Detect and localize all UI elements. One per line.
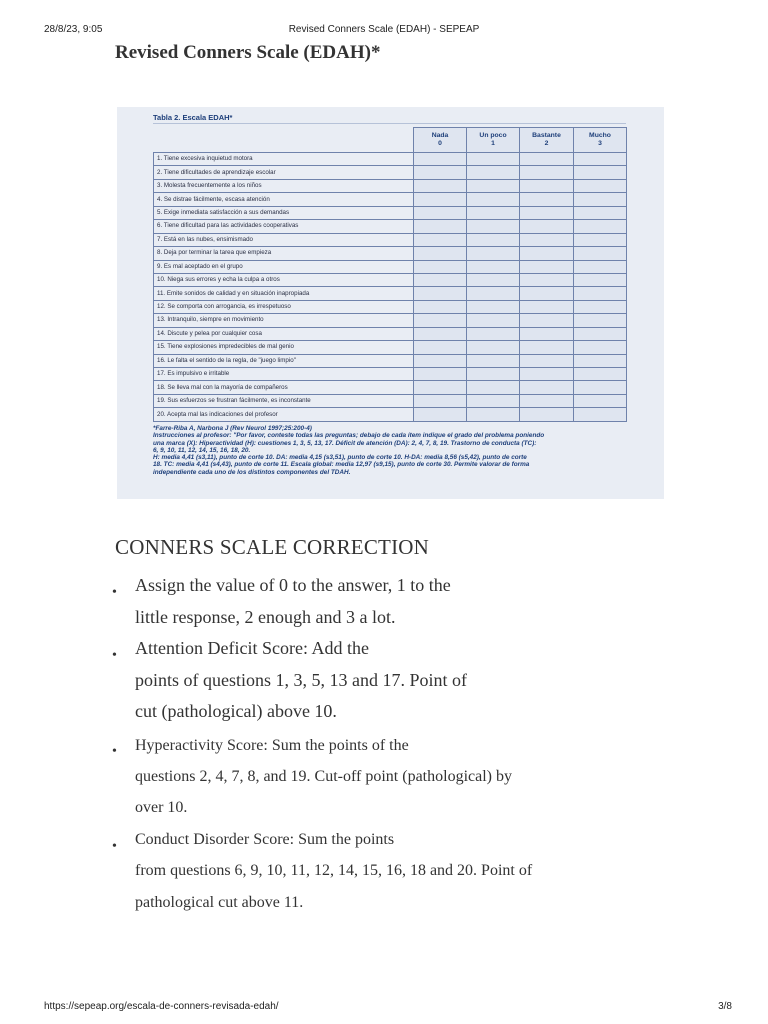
answer-cell	[414, 220, 467, 233]
item-text: 12. Se comporta con arrogancia, es irrespetuoso	[154, 300, 414, 313]
item-text: 18. Se lleva mal con la mayoría de compañeros	[154, 381, 414, 394]
footer-page-number: 3/8	[718, 1001, 732, 1012]
item-text: 14. Discute y pelea por cualquier cosa	[154, 327, 414, 340]
bullet-line: from questions 6, 9, 10, 11, 12, 14, 15, 16, 18 and 20. Point of	[135, 862, 533, 879]
table-header-row	[154, 128, 627, 153]
bullet-line: questions 2, 4, 7, 8, and 19. Cut-off point (pathological) by	[135, 767, 512, 785]
table-row	[154, 381, 627, 394]
list-item	[112, 730, 712, 823]
answer-cell	[414, 381, 467, 394]
answer-cell	[520, 247, 574, 260]
bullet-line: Conduct Disorder Score: Sum the points	[135, 830, 395, 848]
edah-scale-image	[117, 107, 664, 499]
note-line: Instrucciones al profesor: "Por favor, conteste todas las preguntas; debajo de cada ítem indique el grado del problema poniendo	[153, 432, 545, 440]
table-caption: Tabla 2. Escala EDAH*	[153, 113, 233, 122]
answer-cell	[467, 341, 520, 354]
table-row	[154, 341, 627, 354]
column-label: Un poco	[479, 132, 507, 139]
table-row	[154, 206, 627, 219]
column-value: 0	[438, 140, 442, 147]
column-label: Nada	[431, 132, 449, 139]
note-line: 18. TC: media 4,41 (s4,43), punto de corte 11. Escala global: media 12,97 (s9,15), punto de corte 30. Permite valorar de forma	[153, 461, 530, 469]
table-row	[154, 193, 627, 206]
bullet-line: pathological cut above 11.	[135, 893, 304, 911]
answer-cell	[414, 193, 467, 206]
answer-cell	[467, 300, 520, 313]
answer-cell	[574, 287, 627, 300]
answer-cell	[574, 314, 627, 327]
note-line: una marca (X): Hiperactividad (H): cuestiones 1, 3, 5, 13, 17. Déficit de atención (DA): 2, 4, 7, 8, 19. Trastorno de conducta (TC):	[153, 439, 537, 447]
column-header-mucho	[574, 128, 627, 153]
column-label: Bastante	[532, 132, 561, 139]
answer-cell	[574, 394, 627, 407]
table-notes	[153, 425, 627, 476]
column-value: 3	[598, 140, 602, 147]
bullet-line: Hyperactivity Score: Sum the points of the	[135, 736, 409, 754]
answer-cell	[467, 153, 520, 166]
answer-cell	[574, 273, 627, 286]
answer-cell	[414, 273, 467, 286]
answer-cell	[414, 314, 467, 327]
column-value: 2	[544, 140, 549, 147]
table-row	[154, 233, 627, 246]
answer-cell	[414, 233, 467, 246]
bullet-line: Assign the value of 0 to the answer, 1 to the	[135, 575, 451, 595]
table-row	[154, 287, 627, 300]
item-text: 8. Deja por terminar la tarea que empieza	[154, 247, 414, 260]
edah-table	[153, 127, 627, 422]
column-label: Mucho	[589, 132, 611, 139]
answer-cell	[520, 341, 574, 354]
bullet-icon: •	[112, 743, 117, 759]
answer-cell	[467, 368, 520, 381]
item-text: 13. Intranquilo, siempre en movimiento	[154, 314, 414, 327]
item-text: 16. Le falta el sentido de la regla, de "juego limpio"	[154, 354, 414, 367]
answer-cell	[414, 247, 467, 260]
answer-cell	[520, 220, 574, 233]
answer-cell	[414, 368, 467, 381]
answer-cell	[574, 368, 627, 381]
answer-cell	[467, 247, 520, 260]
item-text: 7. Está en las nubes, ensimismado	[154, 233, 414, 246]
answer-cell	[574, 179, 627, 192]
answer-cell	[574, 166, 627, 179]
note-line: *Farre-Riba A, Narbona J (Rev Neurol 1997;25:200-4)	[153, 425, 312, 432]
item-text: 3. Molesta frecuentemente a los niños	[154, 179, 414, 192]
answer-cell	[414, 166, 467, 179]
column-value: 1	[491, 140, 495, 147]
table-row	[154, 260, 627, 273]
table-row	[154, 354, 627, 367]
answer-cell	[574, 408, 627, 421]
table-header-blank	[154, 128, 414, 153]
page-title: Revised Conners Scale (EDAH)*	[115, 42, 381, 63]
answer-cell	[574, 193, 627, 206]
answer-cell	[520, 273, 574, 286]
table-row	[154, 327, 627, 340]
item-text: 17. Es impulsivo e irritable	[154, 368, 414, 381]
answer-cell	[414, 206, 467, 219]
answer-cell	[574, 233, 627, 246]
item-text: 20. Acepta mal las indicaciones del profesor	[154, 408, 414, 421]
answer-cell	[520, 300, 574, 313]
answer-cell	[467, 220, 520, 233]
answer-cell	[467, 314, 520, 327]
answer-cell	[520, 166, 574, 179]
answer-cell	[467, 179, 520, 192]
answer-cell	[414, 341, 467, 354]
answer-cell	[414, 153, 467, 166]
item-text: 6. Tiene dificultad para las actividades cooperativas	[154, 220, 414, 233]
answer-cell	[520, 314, 574, 327]
answer-cell	[574, 247, 627, 260]
answer-cell	[467, 206, 520, 219]
table-row	[154, 314, 627, 327]
footer-url-link[interactable]: https://sepeap.org/escala-de-conners-revisada-edah/	[44, 1001, 279, 1012]
answer-cell	[574, 220, 627, 233]
answer-cell	[467, 408, 520, 421]
table-row	[154, 408, 627, 421]
answer-cell	[414, 327, 467, 340]
answer-cell	[520, 287, 574, 300]
answer-cell	[414, 300, 467, 313]
answer-cell	[574, 153, 627, 166]
item-text: 11. Emite sonidos de calidad y en situación inapropiada	[154, 287, 414, 300]
answer-cell	[414, 354, 467, 367]
item-text: 4. Se distrae fácilmente, escasa atención	[154, 193, 414, 206]
answer-cell	[520, 368, 574, 381]
answer-cell	[574, 341, 627, 354]
table-row	[154, 368, 627, 381]
table-row	[154, 153, 627, 166]
table-row	[154, 179, 627, 192]
table-row	[154, 220, 627, 233]
bullet-icon: •	[112, 838, 117, 854]
answer-cell	[574, 206, 627, 219]
column-header-nada	[414, 128, 467, 153]
list-item	[112, 633, 712, 728]
list-item	[112, 824, 712, 919]
column-header-un-poco	[467, 128, 520, 153]
table-row	[154, 166, 627, 179]
answer-cell	[467, 166, 520, 179]
answer-cell	[467, 327, 520, 340]
item-text: 10. Niega sus errores y echa la culpa a otros	[154, 273, 414, 286]
print-header-datetime: 28/8/23, 9:05	[44, 24, 103, 35]
note-line: independiente cada uno de los distintos componentes del TDAH.	[153, 468, 351, 476]
answer-cell	[467, 193, 520, 206]
column-header-bastante	[520, 128, 574, 153]
answer-cell	[520, 193, 574, 206]
item-text: 2. Tiene dificultades de aprendizaje escolar	[154, 166, 414, 179]
answer-cell	[414, 179, 467, 192]
answer-cell	[520, 394, 574, 407]
answer-cell	[520, 408, 574, 421]
answer-cell	[467, 260, 520, 273]
answer-cell	[574, 327, 627, 340]
print-header-title: Revised Conners Scale (EDAH) - SEPEAP	[288, 24, 480, 35]
bullet-line: over 10.	[135, 798, 188, 816]
answer-cell	[520, 354, 574, 367]
note-line: 6, 9, 10, 11, 12, 14, 15, 16, 18, 20.	[153, 446, 251, 454]
bullet-line: little response, 2 enough and 3 a lot.	[135, 606, 396, 627]
bullet-icon: •	[112, 585, 117, 600]
answer-cell	[574, 260, 627, 273]
answer-cell	[574, 300, 627, 313]
item-text: 15. Tiene explosiones impredecibles de mal genio	[154, 341, 414, 354]
table-row	[154, 300, 627, 313]
correction-bullet-list	[112, 570, 712, 918]
item-text: 9. Es mal aceptado en el grupo	[154, 260, 414, 273]
answer-cell	[414, 260, 467, 273]
section-heading: CONNERS SCALE CORRECTION	[115, 535, 429, 559]
answer-cell	[520, 206, 574, 219]
bullet-line: cut (pathological) above 10.	[135, 701, 337, 721]
answer-cell	[467, 354, 520, 367]
table-body	[154, 153, 627, 422]
answer-cell	[520, 153, 574, 166]
caption-divider	[153, 123, 626, 124]
answer-cell	[467, 233, 520, 246]
answer-cell	[520, 260, 574, 273]
answer-cell	[467, 394, 520, 407]
answer-cell	[574, 354, 627, 367]
answer-cell	[574, 381, 627, 394]
table-row	[154, 394, 627, 407]
answer-cell	[467, 273, 520, 286]
table-row	[154, 273, 627, 286]
bullet-icon: •	[112, 648, 117, 663]
answer-cell	[414, 408, 467, 421]
answer-cell	[414, 394, 467, 407]
note-line: H: media 4,41 (s3,11), punto de corte 10. DA: media 4,15 (s3,51), punto de corte 10. H-DA: media 8,56 (s5,42), punto de corte	[153, 454, 527, 462]
answer-cell	[520, 327, 574, 340]
item-text: 19. Sus esfuerzos se frustran fácilmente, es inconstante	[154, 394, 414, 407]
answer-cell	[520, 179, 574, 192]
item-text: 1. Tiene excesiva inquietud motora	[154, 153, 414, 166]
bullet-line: points of questions 1, 3, 5, 13 and 17. Point of	[135, 669, 467, 690]
answer-cell	[467, 381, 520, 394]
answer-cell	[414, 287, 467, 300]
bullet-line: Attention Deficit Score: Add the	[135, 638, 369, 658]
item-text: 5. Exige inmediata satisfacción a sus demandas	[154, 206, 414, 219]
list-item	[112, 570, 712, 633]
answer-cell	[520, 233, 574, 246]
answer-cell	[467, 287, 520, 300]
answer-cell	[520, 381, 574, 394]
table-row	[154, 247, 627, 260]
